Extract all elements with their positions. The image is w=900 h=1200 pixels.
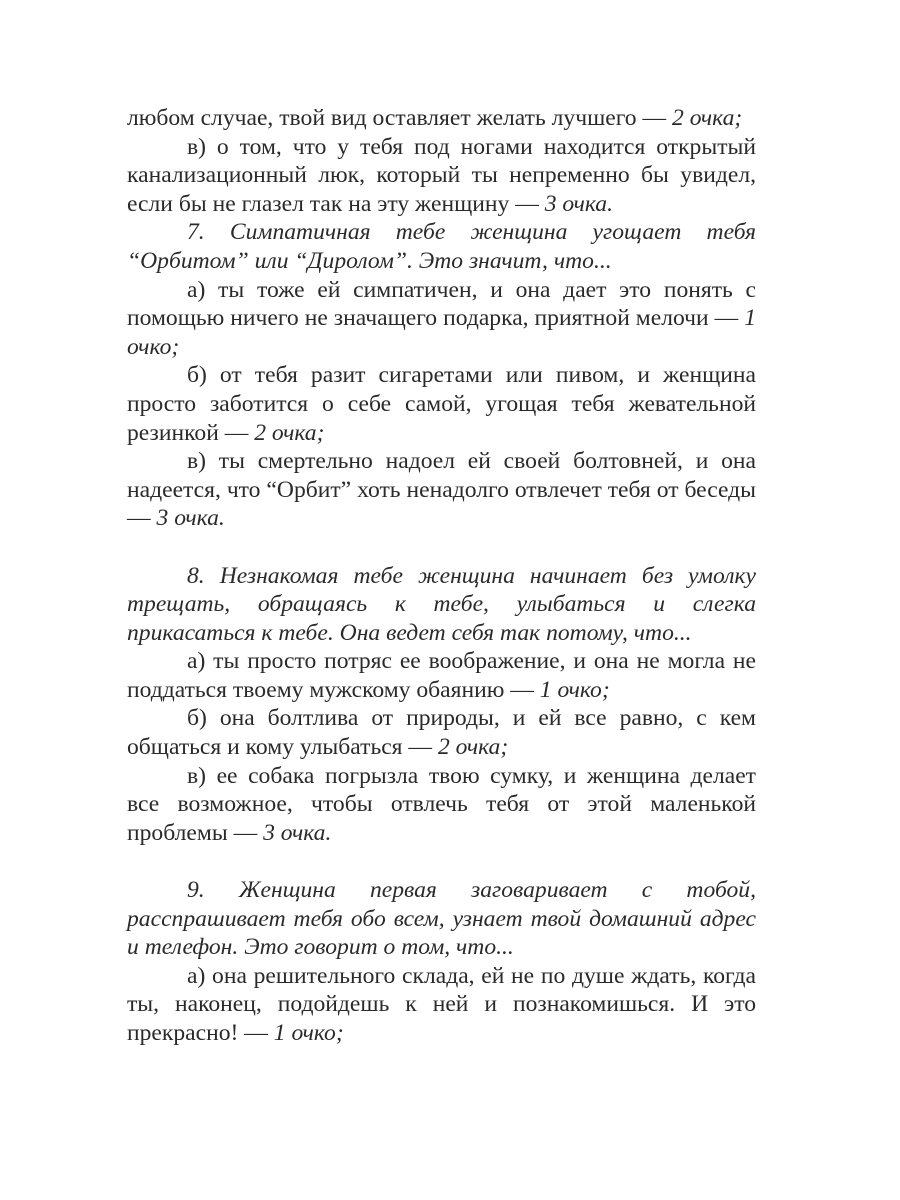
answer-text: а) ты просто потряс ее воображение, и она не могла не поддаться твоему мужскому обаянию — (127, 648, 756, 703)
answer-score: 1 очко; (539, 676, 610, 703)
answer-paragraph (127, 962, 756, 1048)
blank-line (127, 533, 756, 562)
answer-paragraph (127, 647, 756, 704)
answer-paragraph (127, 447, 756, 533)
answer-paragraph (127, 762, 756, 848)
answer-score: 2 очка; (672, 105, 743, 131)
question-8: 8. Незнакомая тебе женщина начинает без умолку трещать, обращаясь к тебе, улыбаться и слегка прикасаться к тебе. Она ведет себя так потому, что... (127, 562, 756, 646)
question-9: 9. Женщина первая заговаривает с тобой, расспрашивает тебя обо всем, узнает твой домашний адрес и телефон. Это говорит о том, что... (127, 877, 756, 961)
answer-paragraph (127, 133, 756, 219)
answer-text: в) ты смертельно надоел ей своей болтовней, и она надеется, что “Орбит” хоть ненадолго отвлечет тебя от беседы — (127, 448, 756, 532)
answer-text: а) ты тоже ей симпатичен, и она дает это понять с помощью ничего не значащего подарка, приятной мелочи — (127, 276, 756, 332)
document-page (127, 104, 756, 1048)
answer-score: 3 очка. (544, 190, 613, 217)
answer-text: в) о том, что у тебя под ногами находится открытый канализационный люк, который ты непременно бы увидел, если бы не глазел так на эту женщину — (127, 133, 756, 217)
answer-score: 1 очко; (273, 1020, 344, 1046)
answer-paragraph (127, 361, 756, 447)
answer-score: 3 очка. (156, 505, 225, 532)
answer-text: а) она решительного склада, ей не по душе ждать, когда ты, наконец, подойдешь к ней и познакомишься. И это прекрасно! — (127, 962, 756, 1046)
answer-score: 2 очка; (437, 734, 509, 761)
answer-score: 3 очка. (263, 819, 332, 846)
answer-score: 2 очка; (254, 419, 325, 446)
answer-paragraph (127, 704, 756, 761)
blank-line (127, 847, 756, 876)
answer-text: в) ее собака погрызла твою сумку, и женщина делает все возможное, чтобы отвлечь тебя от этой маленькой проблемы — (127, 762, 756, 846)
answer-paragraph (127, 276, 756, 362)
answer-paragraph (127, 104, 756, 133)
answer-score: 1 очко; (127, 305, 756, 360)
answer-text: б) от тебя разит сигаретами или пивом, и женщина просто заботится о себе самой, угощая тебя жевательной резинкой — (127, 362, 756, 446)
answer-text: б) она болтлива от природы, и ей все равно, с кем общаться и кому улыбаться — (127, 705, 756, 761)
answer-text: любом случае, твой вид оставляет желать лучшего — (127, 105, 672, 131)
question-7: 7. Симпатичная тебе женщина угощает тебя “Орбитом” или “Диролом”. Это значит, что... (127, 219, 756, 274)
